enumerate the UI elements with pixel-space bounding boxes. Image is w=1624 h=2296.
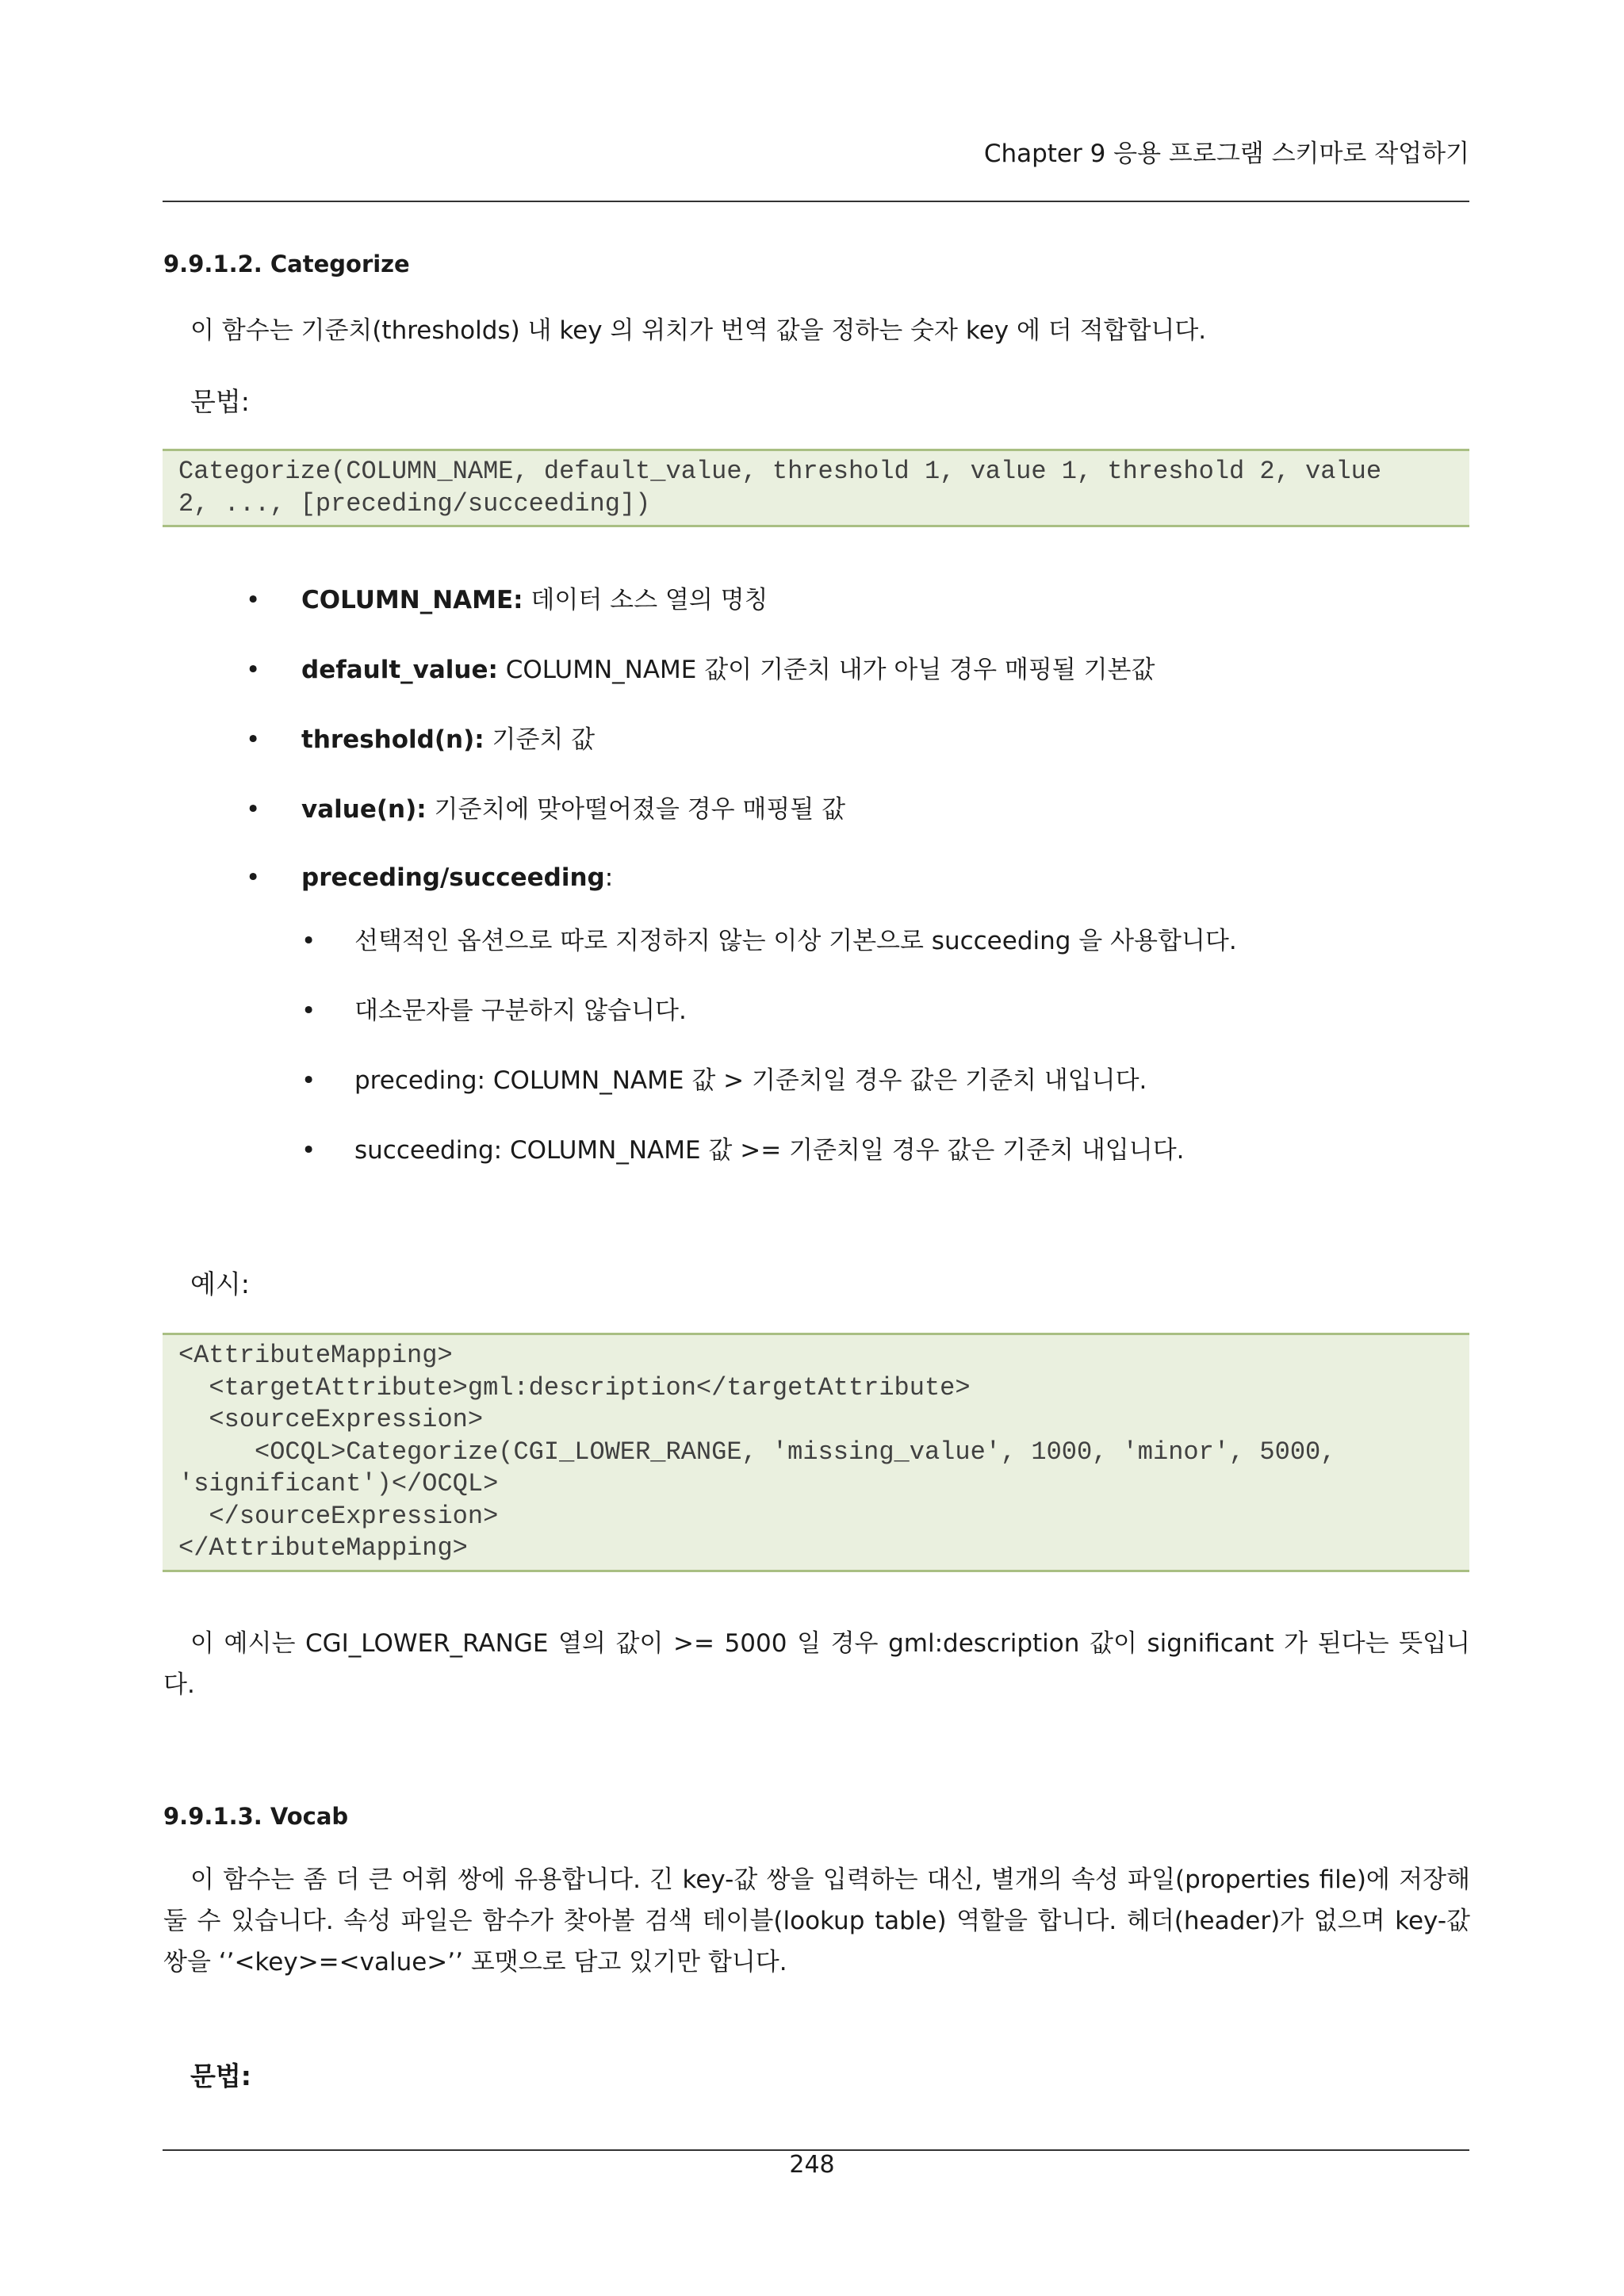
param-term: COLUMN_NAME: xyxy=(301,586,523,614)
syntax-code: Categorize(COLUMN_NAME, default_value, threshold 1, value 1, threshold 2, value 2, ..., [preceding/succeeding]) xyxy=(178,457,1382,519)
param-desc: 데이터 소스 열의 명칭 xyxy=(523,586,768,614)
vocab-description xyxy=(163,1859,1470,1983)
syntax-code-box xyxy=(163,449,1469,527)
example-label: 예시: xyxy=(190,1269,250,1299)
bullet-icon: • xyxy=(246,863,261,892)
example-explanation-text: 이 예시는 CGI_LOWER_RANGE 열의 값이 >= 5000 일 경우 gml:description 값이 significant 가 된다는 뜻입니다. xyxy=(163,1629,1470,1699)
vocab-syntax-label: 문법: xyxy=(190,2061,251,2091)
param-desc: 기준치에 맞아떨어졌을 경우 매핑될 값 xyxy=(426,795,846,824)
param-term: value(n): xyxy=(301,795,427,824)
param-desc: : xyxy=(604,863,614,892)
bullet-icon: • xyxy=(301,1066,316,1095)
section-heading-categorize: 9.9.1.2. Categorize xyxy=(163,251,410,277)
param-desc: COLUMN_NAME 값이 기준치 내가 아닐 경우 매핑될 기본값 xyxy=(497,656,1155,684)
example-code: <AttributeMapping> <targetAttribute>gml:description</targetAttribute> <sourceExpression> <OCQL>Categorize(CGI_LOWER_RANGE, 'missing_value', 1000, 'minor', 5000, 'significant')</OCQL> </sourceExpression> </AttributeMapping> xyxy=(178,1341,1336,1563)
param-term: default_value: xyxy=(301,656,498,684)
example-explanation xyxy=(163,1623,1470,1705)
header-rule xyxy=(163,201,1469,202)
param-term: threshold(n): xyxy=(301,725,485,754)
bullet-icon: • xyxy=(246,725,261,754)
section-heading-vocab: 9.9.1.3. Vocab xyxy=(163,1803,349,1830)
bullet-icon: • xyxy=(301,927,316,955)
categorize-description: 이 함수는 기준치(thresholds) 내 key 의 위치가 번역 값을 정하는 숫자 key 에 더 적합합니다. xyxy=(190,316,1207,345)
param-desc: 기준치 값 xyxy=(484,725,596,754)
vocab-description-text: 이 함수는 좀 더 큰 어휘 쌍에 유용합니다. 긴 key-값 쌍을 입력하는 대신, 별개의 속성 파일(properties file)에 저장해둘 수 있습니다. 속성 파일은 함수가 찾아볼 검색 테이블(lookup table) 역할을 합니다. 헤더(header)가 없으며 key-값 쌍을 ‘’<key>=<value>’’ 포맷으로 담고 있기만 합니다. xyxy=(163,1866,1470,1976)
param-term: preceding/succeeding xyxy=(301,863,605,892)
sub-param-text: preceding: COLUMN_NAME 값 > 기준치일 경우 값은 기준치 내입니다. xyxy=(354,1066,1147,1095)
bullet-icon: • xyxy=(246,586,261,614)
sub-param-text: 대소문자를 구분하지 않습니다. xyxy=(354,997,687,1025)
syntax-label: 문법: xyxy=(190,386,250,417)
sub-param-text: 선택적인 옵션으로 따로 지정하지 않는 이상 기본으로 succeeding 을 사용합니다. xyxy=(354,927,1237,955)
bullet-icon: • xyxy=(301,997,316,1025)
bullet-icon: • xyxy=(246,656,261,684)
page-number: 248 xyxy=(789,2151,835,2179)
sub-param-text: succeeding: COLUMN_NAME 값 >= 기준치일 경우 값은 기준치 내입니다. xyxy=(354,1136,1185,1165)
example-code-box xyxy=(163,1333,1469,1572)
running-header: Chapter 9 응용 프로그램 스키마로 작업하기 xyxy=(983,140,1469,168)
bullet-icon: • xyxy=(301,1136,316,1165)
bullet-icon: • xyxy=(246,795,261,824)
